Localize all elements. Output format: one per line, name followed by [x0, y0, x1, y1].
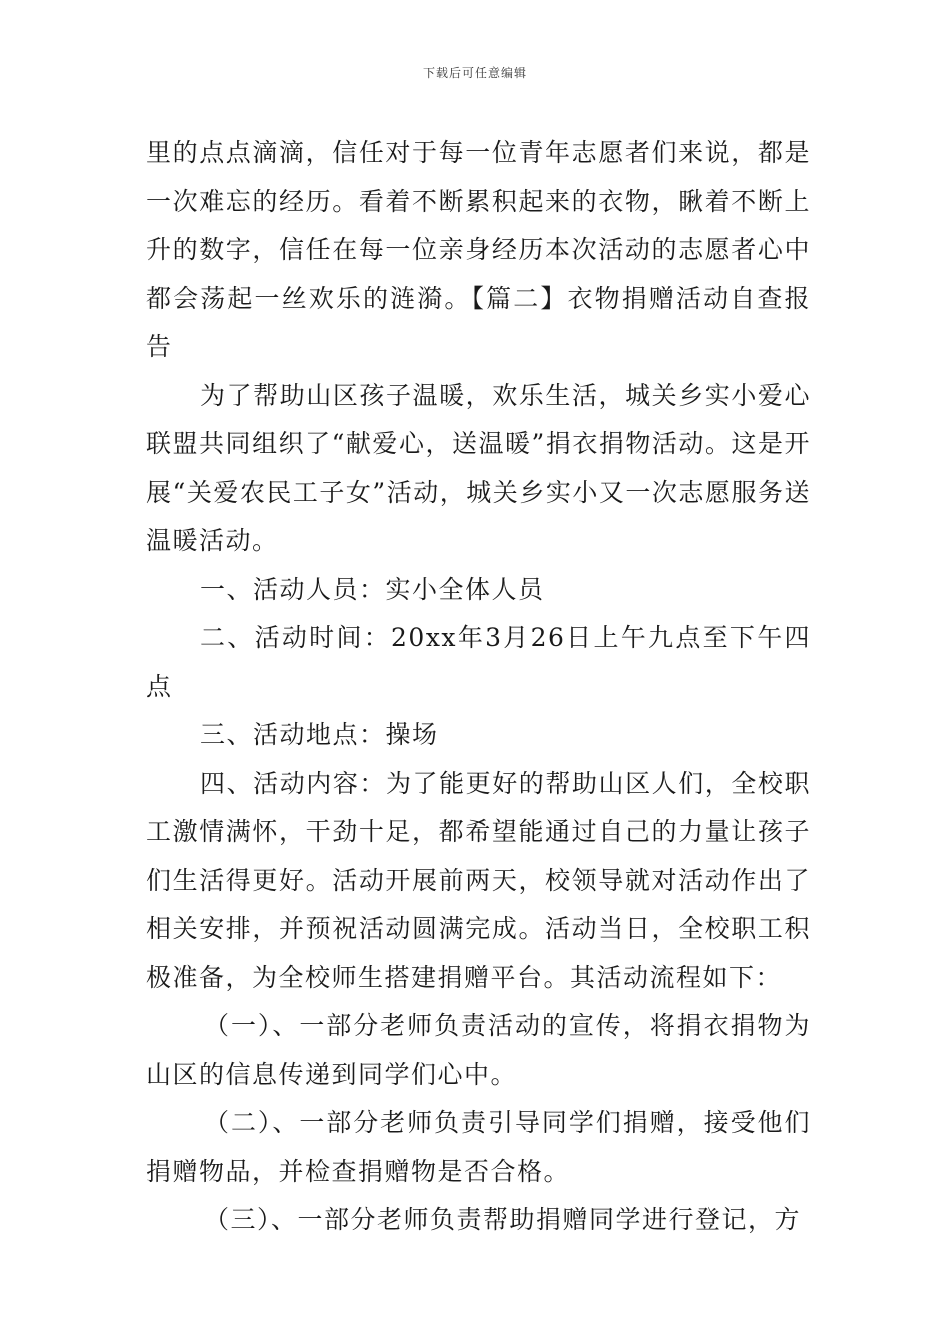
sub-item-guidance: （二）、一部分老师负责引导同学们捐赠，接受他们捐赠物品，并检查捐赠物是否合格。: [146, 1108, 811, 1186]
paragraph-continuation: 里的点点滴滴，信任对于每一位青年志愿者们来说，都是一次难忘的经历。看着不断累积起来的衣物，瞅着不断上升的数字，信任在每一位亲身经历本次活动的志愿者心中都会荡起一丝欢乐的涟漪。【篇二】衣物捐赠活动自查报告: [146, 138, 811, 361]
sub-item-promotion: （一）、一部分老师负责活动的宣传，将捐衣捐物为山区的信息传递到同学们心中。: [146, 1011, 811, 1089]
list-item-time: 二、活动时间：20xx年3月26日上午九点至下午四点: [146, 623, 811, 701]
list-item-content: 四、活动内容：为了能更好的帮助山区人们，全校职工激情满怀，干劲十足，都希望能通过自己的力量让孩子们生活得更好。活动开展前两天，校领导就对活动作出了相关安排，并预祝活动圆满完成。活动当日，全校职工积极准备，为全校师生搭建捐赠平台。其活动流程如下：: [146, 768, 811, 992]
page-header-note: 下载后可任意编辑: [422, 66, 527, 80]
list-item-participants: 一、活动人员：实小全体人员: [200, 574, 545, 604]
list-item-location: 三、活动地点：操场: [200, 720, 439, 749]
sub-item-registration: （三）、一部分老师负责帮助捐赠同学进行登记，方: [204, 1205, 802, 1234]
document-body: [146, 129, 811, 1245]
paragraph-intro: 为了帮助山区孩子温暖，欢乐生活，城关乡实小爱心联盟共同组织了“献爱心，送温暖”捐衣捐物活动。这是开展“关爱农民工子女”活动，城关乡实小又一次志愿服务送温暖活动。: [146, 380, 811, 555]
